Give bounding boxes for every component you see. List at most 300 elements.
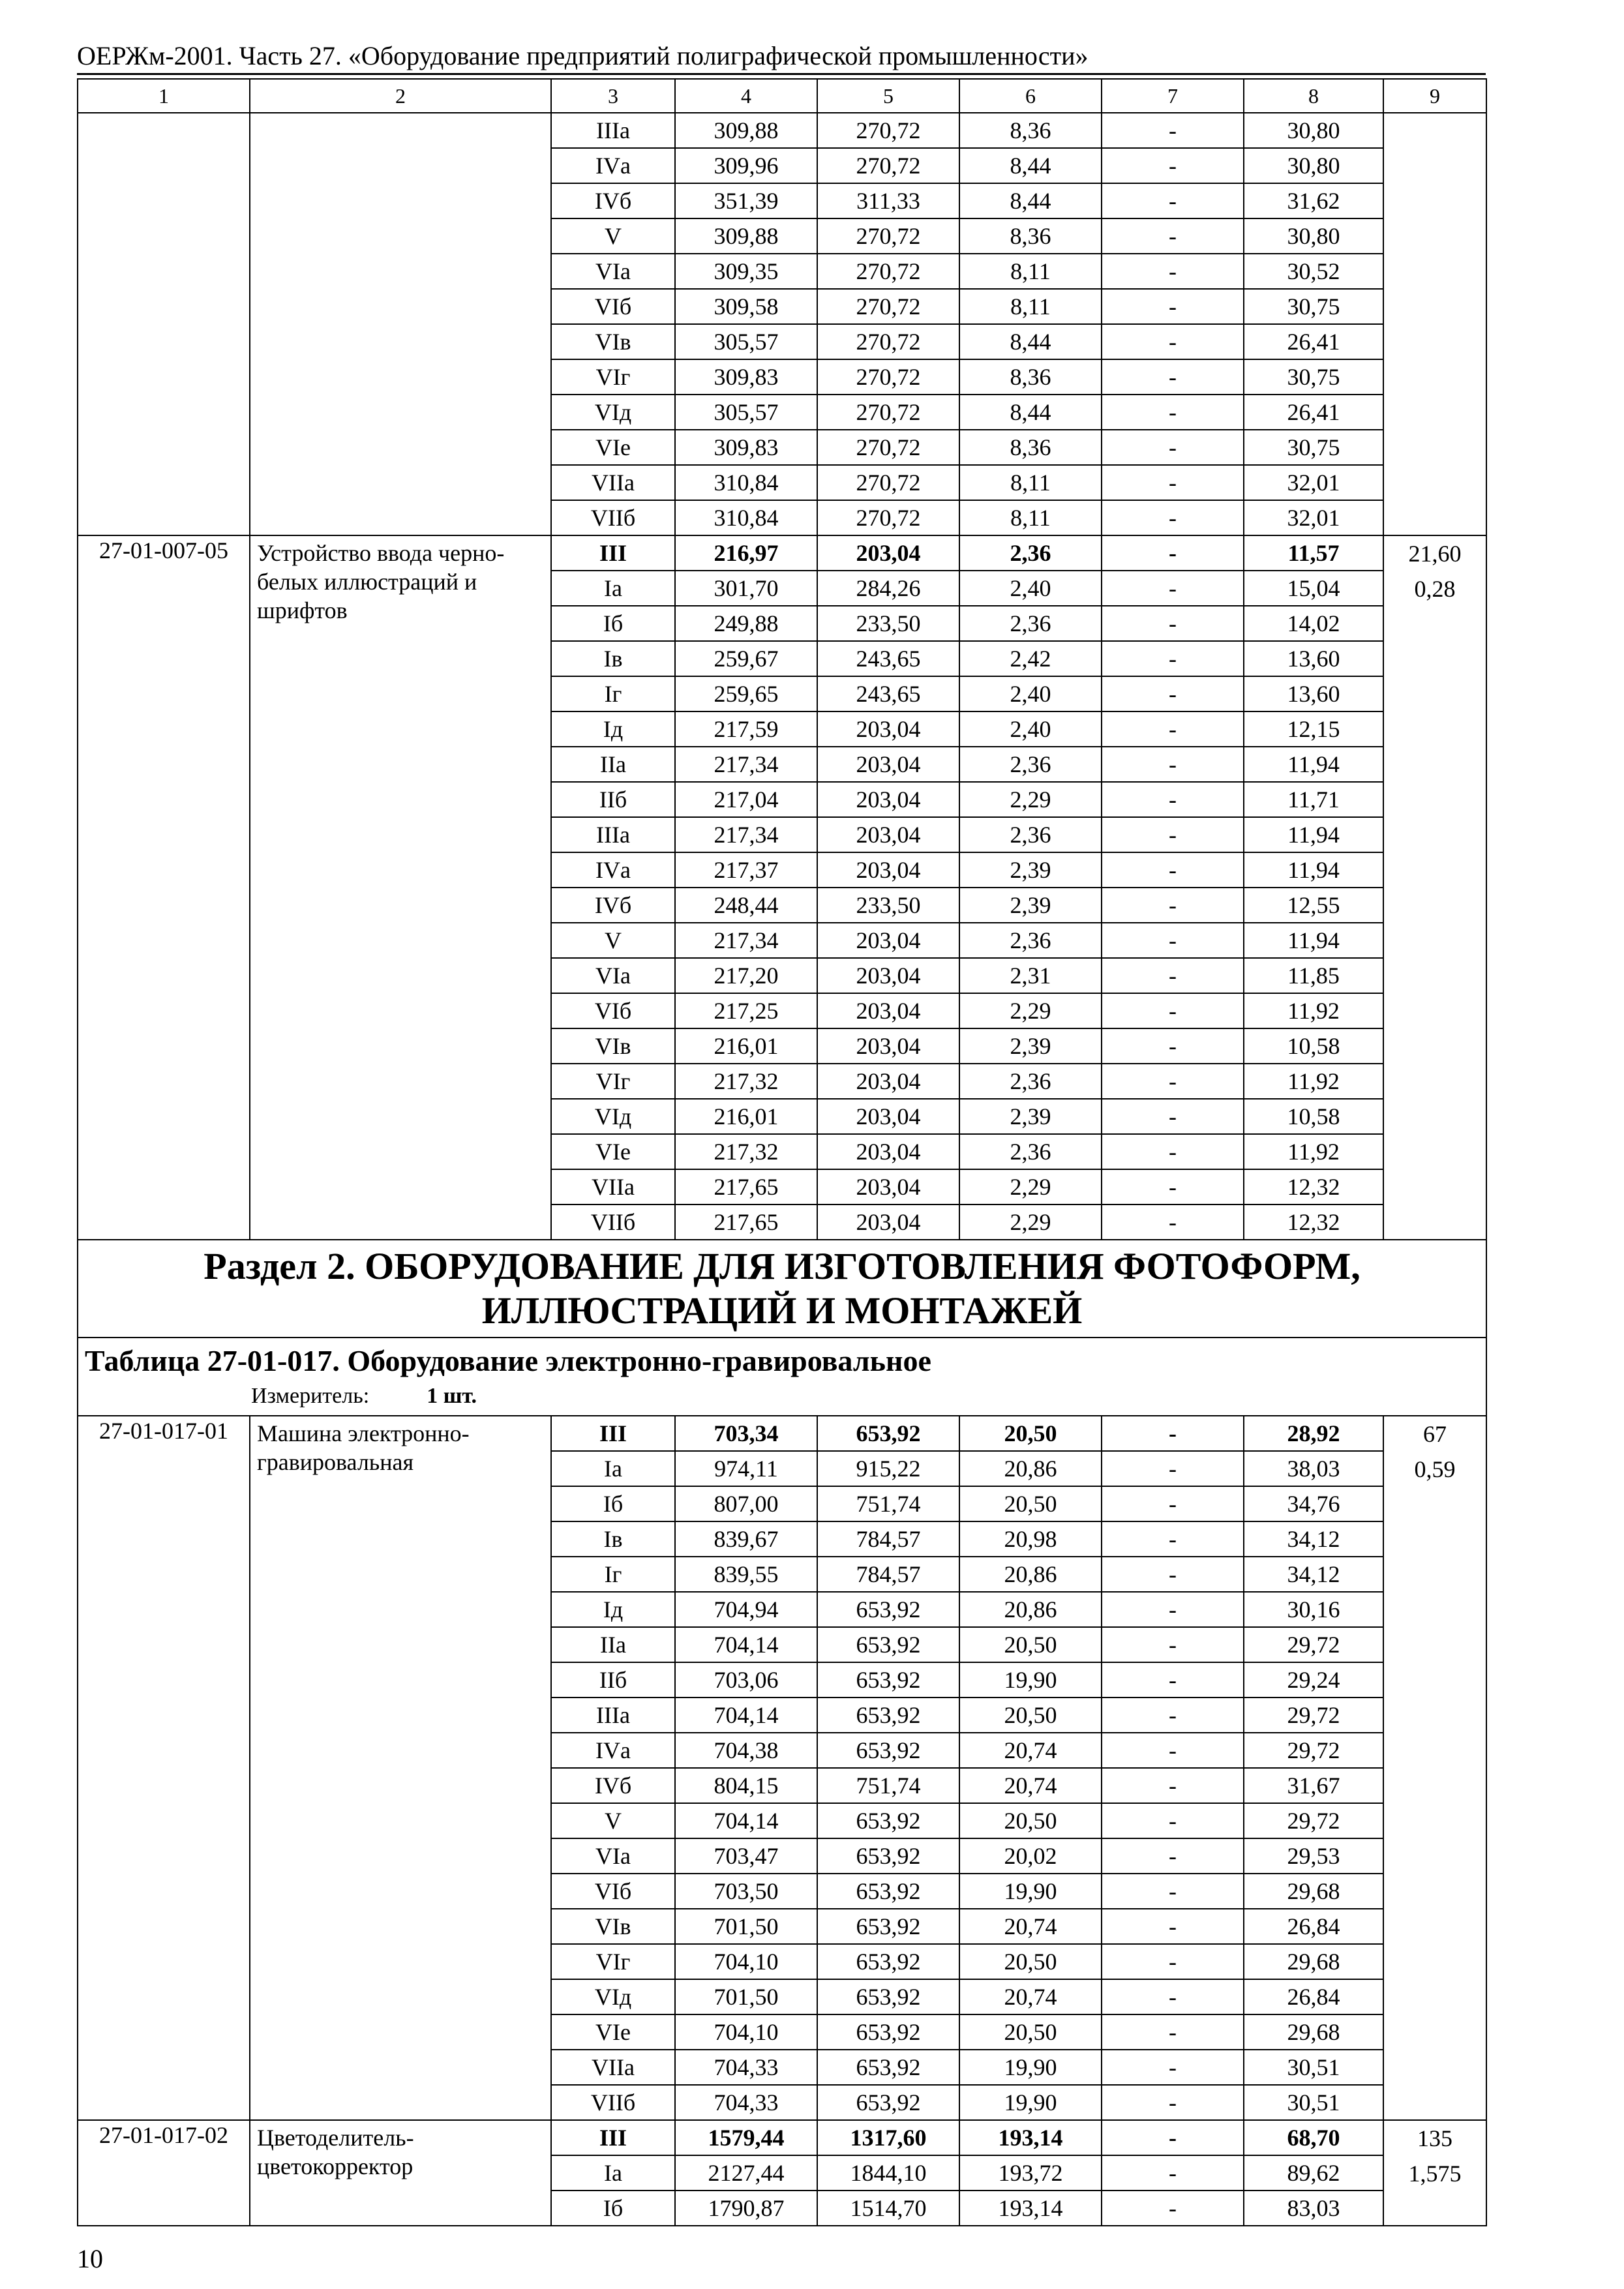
data-cell-col3: VIг [551,1064,675,1099]
data-cell-col8: 28,92 [1244,1416,1383,1451]
data-cell-col5: 203,04 [817,1064,959,1099]
data-cell-col5: 270,72 [817,465,959,500]
data-cell-col4: 974,11 [675,1451,817,1486]
data-cell-col5: 784,57 [817,1521,959,1557]
data-cell-col5: 203,04 [817,958,959,993]
column-number-row [78,79,1486,113]
data-cell-col4: 217,59 [675,711,817,747]
data-cell-col4: 309,83 [675,430,817,465]
data-cell-col4: 309,96 [675,148,817,183]
data-cell-col5: 653,92 [817,2085,959,2120]
data-cell-col4: 704,94 [675,1592,817,1627]
col-num-6: 6 [959,79,1102,113]
data-cell-col7: - [1102,571,1244,606]
data-cell-col4: 704,14 [675,1698,817,1733]
data-cell-col5: 203,04 [817,535,959,571]
data-cell-col6: 8,11 [959,500,1102,535]
data-cell-col7: - [1102,1909,1244,1944]
data-cell-col7: - [1102,641,1244,676]
data-cell-col7: - [1102,1627,1244,1662]
data-cell-col6: 8,44 [959,183,1102,218]
data-cell-col8: 83,03 [1244,2191,1383,2226]
data-cell-col8: 30,80 [1244,218,1383,254]
data-cell-col6: 2,29 [959,1204,1102,1240]
data-cell-col8: 31,67 [1244,1768,1383,1803]
data-cell-col8: 12,32 [1244,1169,1383,1204]
data-cell-col4: 217,34 [675,747,817,782]
data-cell-col6: 19,90 [959,2050,1102,2085]
data-cell-col6: 20,02 [959,1838,1102,1874]
data-cell-col6: 2,36 [959,1134,1102,1169]
data-cell-col3: Iб [551,606,675,641]
data-cell-col7: - [1102,359,1244,395]
data-cell-col4: 839,67 [675,1521,817,1557]
data-cell-col6: 193,14 [959,2120,1102,2155]
data-cell-col4: 1579,44 [675,2120,817,2155]
col-num-8: 8 [1244,79,1383,113]
data-cell-col5: 203,04 [817,923,959,958]
page-header: ОЕРЖм-2001. Часть 27. «Оборудование предприятий полиграфической промышленности» [77,41,1089,70]
data-cell-col5: 284,26 [817,571,959,606]
data-cell-col8: 11,57 [1244,535,1383,571]
data-cell-col3: VIе [551,1134,675,1169]
table-row [78,2120,1486,2155]
data-cell-col8: 26,84 [1244,1979,1383,2014]
col-num-3: 3 [551,79,675,113]
data-cell-col3: VIб [551,1874,675,1909]
col9-value: 135 [1417,2125,1452,2151]
data-cell-col4: 703,06 [675,1662,817,1698]
data-cell-col8: 30,80 [1244,113,1383,148]
data-cell-col8: 26,41 [1244,324,1383,359]
data-cell-col7: - [1102,958,1244,993]
data-cell-col6: 20,50 [959,1627,1102,1662]
data-cell-col7: - [1102,1169,1244,1204]
data-cell-col7: - [1102,1521,1244,1557]
data-cell-col7: - [1102,2120,1244,2155]
col-num-5: 5 [817,79,959,113]
data-cell-col7: - [1102,183,1244,218]
data-cell-col4: 217,32 [675,1064,817,1099]
data-cell-col3: VIIа [551,465,675,500]
data-cell-col8: 30,16 [1244,1592,1383,1627]
data-cell-col8: 34,12 [1244,1521,1383,1557]
data-cell-col5: 653,92 [817,1909,959,1944]
data-cell-col7: - [1102,923,1244,958]
data-cell-col4: 704,14 [675,1627,817,1662]
data-cell-col8: 11,94 [1244,817,1383,852]
data-cell-col7: - [1102,1099,1244,1134]
data-cell-col3: VIе [551,430,675,465]
data-cell-col6: 20,98 [959,1521,1102,1557]
data-cell-col5: 203,04 [817,1134,959,1169]
data-cell-col5: 203,04 [817,1099,959,1134]
data-cell-col7: - [1102,711,1244,747]
data-cell-col3: IIIа [551,113,675,148]
data-cell-col3: Iд [551,1592,675,1627]
measure-line [78,1376,1486,1407]
col9-value: 67 [1423,1421,1447,1447]
col9-cell [1383,1416,1486,2120]
data-cell-col4: 217,65 [675,1204,817,1240]
data-cell-col3: VIд [551,1979,675,2014]
data-cell-col7: - [1102,430,1244,465]
data-cell-col8: 11,92 [1244,1064,1383,1099]
data-cell-col7: - [1102,465,1244,500]
data-cell-col6: 19,90 [959,1874,1102,1909]
data-cell-col8: 12,32 [1244,1204,1383,1240]
data-cell-col3: VIб [551,289,675,324]
data-cell-col6: 8,36 [959,359,1102,395]
col-num-9: 9 [1383,79,1486,113]
data-cell-col5: 653,92 [817,2050,959,2085]
data-cell-col4: 249,88 [675,606,817,641]
data-cell-col6: 20,50 [959,1416,1102,1451]
data-cell-col4: 217,34 [675,817,817,852]
table-row [78,535,1486,571]
data-cell-col3: IIа [551,747,675,782]
table-title: Таблица 27-01-017. Оборудование электронно-гравировальное [85,1344,931,1377]
data-cell-col7: - [1102,1557,1244,1592]
data-cell-col7: - [1102,2191,1244,2226]
data-cell-col8: 11,94 [1244,747,1383,782]
data-cell-col5: 915,22 [817,1451,959,1486]
data-cell-col7: - [1102,993,1244,1028]
data-cell-col3: VIд [551,395,675,430]
data-cell-col4: 216,01 [675,1099,817,1134]
data-cell-col8: 29,68 [1244,2014,1383,2050]
data-cell-col5: 203,04 [817,1204,959,1240]
data-cell-col6: 193,14 [959,2191,1102,2226]
data-cell-col3: IVб [551,183,675,218]
data-cell-col6: 2,36 [959,535,1102,571]
data-cell-col8: 89,62 [1244,2155,1383,2191]
data-cell-col8: 30,51 [1244,2050,1383,2085]
data-cell-col6: 2,42 [959,641,1102,676]
data-cell-col5: 270,72 [817,113,959,148]
data-cell-col5: 653,92 [817,1874,959,1909]
page-number: 10 [77,2244,103,2273]
data-cell-col8: 29,68 [1244,1944,1383,1979]
data-cell-col3: VIIб [551,2085,675,2120]
data-cell-col4: 301,70 [675,571,817,606]
data-cell-col5: 1514,70 [817,2191,959,2226]
data-cell-col4: 704,33 [675,2050,817,2085]
data-cell-col4: 2127,44 [675,2155,817,2191]
data-cell-col3: V [551,923,675,958]
col-num-4: 4 [675,79,817,113]
data-cell-col3: IIб [551,1662,675,1698]
data-cell-col5: 653,92 [817,1416,959,1451]
data-cell-col6: 20,86 [959,1451,1102,1486]
data-cell-col5: 233,50 [817,606,959,641]
data-cell-col6: 20,50 [959,1944,1102,1979]
data-cell-col8: 29,53 [1244,1838,1383,1874]
data-cell-col4: 217,32 [675,1134,817,1169]
data-cell-col3: IVа [551,148,675,183]
data-cell-col3: VIв [551,1028,675,1064]
data-cell-col3: Iб [551,1486,675,1521]
data-cell-col6: 19,90 [959,1662,1102,1698]
data-cell-col7: - [1102,1838,1244,1874]
data-cell-col6: 20,86 [959,1592,1102,1627]
section-row [78,1240,1486,1338]
data-cell-col6: 2,36 [959,747,1102,782]
data-cell-col7: - [1102,148,1244,183]
data-cell-col4: 839,55 [675,1557,817,1592]
data-cell-col3: IIIа [551,817,675,852]
data-cell-col3: III [551,535,675,571]
data-cell-col4: 216,01 [675,1028,817,1064]
data-cell-col3: IVа [551,852,675,888]
data-cell-col3: VIе [551,2014,675,2050]
data-cell-col7: - [1102,1979,1244,2014]
data-cell-col4: 704,14 [675,1803,817,1838]
data-cell-col6: 19,90 [959,2085,1102,2120]
col9-cell [1383,535,1486,1240]
data-cell-col6: 2,39 [959,1099,1102,1134]
data-cell-col8: 11,94 [1244,852,1383,888]
data-cell-col6: 2,40 [959,711,1102,747]
data-cell-col5: 270,72 [817,359,959,395]
data-cell-col4: 309,88 [675,218,817,254]
data-cell-col3: VIа [551,958,675,993]
table-row [78,113,1486,148]
data-cell-col5: 653,92 [817,1979,959,2014]
data-cell-col3: VIв [551,1909,675,1944]
data-cell-col3: Iг [551,1557,675,1592]
data-cell-col6: 193,72 [959,2155,1102,2191]
col9-value: 0,28 [1414,576,1456,602]
data-cell-col4: 704,10 [675,2014,817,2050]
data-cell-col5: 243,65 [817,641,959,676]
data-cell-col3: IVб [551,888,675,923]
data-cell-col7: - [1102,676,1244,711]
data-cell-col3: IIа [551,1627,675,1662]
data-cell-col4: 1790,87 [675,2191,817,2226]
data-cell-col3: III [551,1416,675,1451]
data-cell-col3: IIIа [551,1698,675,1733]
table-row [78,1416,1486,1451]
data-cell-col7: - [1102,1486,1244,1521]
data-cell-col8: 34,76 [1244,1486,1383,1521]
data-cell-col8: 15,04 [1244,571,1383,606]
col9-cell [1383,2120,1486,2226]
data-cell-col7: - [1102,1134,1244,1169]
data-cell-col7: - [1102,1662,1244,1698]
data-cell-col8: 29,68 [1244,1874,1383,1909]
data-cell-col6: 8,36 [959,113,1102,148]
data-cell-col3: Iа [551,571,675,606]
data-cell-col8: 13,60 [1244,641,1383,676]
data-cell-col8: 11,94 [1244,923,1383,958]
data-cell-col6: 20,74 [959,1733,1102,1768]
data-cell-col4: 310,84 [675,500,817,535]
data-cell-col8: 29,72 [1244,1803,1383,1838]
data-cell-col8: 68,70 [1244,2120,1383,2155]
data-cell-col4: 807,00 [675,1486,817,1521]
data-cell-col4: 804,15 [675,1768,817,1803]
data-cell-col4: 701,50 [675,1979,817,2014]
data-cell-col7: - [1102,852,1244,888]
data-cell-col8: 31,62 [1244,183,1383,218]
data-cell-col3: IVа [551,1733,675,1768]
data-cell-col6: 20,74 [959,1768,1102,1803]
data-cell-col4: 309,83 [675,359,817,395]
data-cell-col8: 14,02 [1244,606,1383,641]
data-cell-col4: 351,39 [675,183,817,218]
data-cell-col5: 653,92 [817,1662,959,1698]
col9-value: 0,59 [1414,1456,1456,1482]
data-cell-col5: 270,72 [817,254,959,289]
rates-table-body [78,79,1486,2226]
data-cell-col6: 8,11 [959,254,1102,289]
data-cell-col3: VIд [551,1099,675,1134]
data-cell-col5: 270,72 [817,500,959,535]
data-cell-col7: - [1102,1944,1244,1979]
data-cell-col6: 8,44 [959,395,1102,430]
data-cell-col5: 233,50 [817,888,959,923]
data-cell-col7: - [1102,1768,1244,1803]
data-cell-col8: 26,41 [1244,395,1383,430]
col-num-7: 7 [1102,79,1244,113]
data-cell-col3: Iв [551,1521,675,1557]
data-cell-col5: 203,04 [817,817,959,852]
data-cell-col5: 653,92 [817,1627,959,1662]
data-cell-col8: 29,24 [1244,1662,1383,1698]
data-cell-col3: III [551,2120,675,2155]
data-cell-col4: 704,38 [675,1733,817,1768]
data-cell-col7: - [1102,254,1244,289]
data-cell-col6: 2,36 [959,923,1102,958]
data-cell-col5: 653,92 [817,1698,959,1733]
data-cell-col3: VIIб [551,500,675,535]
rates-table-container [77,78,1486,2226]
data-cell-col7: - [1102,395,1244,430]
measure-value: 1 шт. [427,1384,477,1408]
data-cell-col6: 2,29 [959,993,1102,1028]
col9-value: 1,575 [1408,2161,1462,2187]
data-cell-col4: 216,97 [675,535,817,571]
data-cell-col4: 217,20 [675,958,817,993]
data-cell-col7: - [1102,2014,1244,2050]
data-cell-col5: 243,65 [817,676,959,711]
data-cell-col6: 2,40 [959,571,1102,606]
data-cell-col3: VIб [551,993,675,1028]
data-cell-col6: 8,36 [959,430,1102,465]
item-name: Цветоделитель- цветокорректор [250,2120,551,2226]
data-cell-col6: 20,86 [959,1557,1102,1592]
data-cell-col7: - [1102,1698,1244,1733]
data-cell-col7: - [1102,606,1244,641]
data-cell-col6: 8,11 [959,289,1102,324]
data-cell-col7: - [1102,1204,1244,1240]
data-cell-col5: 653,92 [817,1803,959,1838]
data-cell-col5: 653,92 [817,2014,959,2050]
measure-label: Измеритель: [251,1384,370,1408]
data-cell-col8: 29,72 [1244,1733,1383,1768]
data-cell-col5: 203,04 [817,782,959,817]
data-cell-col8: 32,01 [1244,465,1383,500]
data-cell-col7: - [1102,782,1244,817]
data-cell-col8: 34,12 [1244,1557,1383,1592]
data-cell-col6: 2,36 [959,606,1102,641]
item-name: Машина электронно- гравировальная [250,1416,551,2120]
data-cell-col4: 704,10 [675,1944,817,1979]
data-cell-col5: 653,92 [817,1733,959,1768]
code-cell [78,113,250,535]
data-cell-col5: 270,72 [817,218,959,254]
data-cell-col5: 784,57 [817,1557,959,1592]
data-cell-col8: 29,72 [1244,1627,1383,1662]
data-cell-col8: 30,51 [1244,2085,1383,2120]
data-cell-col7: - [1102,218,1244,254]
data-cell-col7: - [1102,1064,1244,1099]
data-cell-col8: 10,58 [1244,1099,1383,1134]
data-cell-col8: 30,80 [1244,148,1383,183]
data-cell-col4: 704,33 [675,2085,817,2120]
data-cell-col6: 2,39 [959,1028,1102,1064]
data-cell-col7: - [1102,1416,1244,1451]
item-name: Устройство ввода черно- белых иллюстраций и шрифтов [250,535,551,1240]
data-cell-col7: - [1102,535,1244,571]
data-cell-col5: 751,74 [817,1486,959,1521]
table-title-cell [78,1338,1486,1416]
data-cell-col7: - [1102,888,1244,923]
data-cell-col5: 1317,60 [817,2120,959,2155]
data-cell-col8: 13,60 [1244,676,1383,711]
data-cell-col3: VIа [551,254,675,289]
data-cell-col5: 270,72 [817,395,959,430]
data-cell-col7: - [1102,500,1244,535]
data-cell-col7: - [1102,747,1244,782]
data-cell-col4: 217,25 [675,993,817,1028]
data-cell-col3: VIIа [551,1169,675,1204]
data-cell-col5: 203,04 [817,993,959,1028]
data-cell-col5: 203,04 [817,747,959,782]
data-cell-col6: 20,74 [959,1979,1102,2014]
data-cell-col5: 270,72 [817,289,959,324]
data-cell-col7: - [1102,1028,1244,1064]
data-cell-col4: 217,65 [675,1169,817,1204]
data-cell-col8: 30,52 [1244,254,1383,289]
table-title-row [78,1338,1486,1416]
data-cell-col6: 2,36 [959,817,1102,852]
data-cell-col5: 751,74 [817,1768,959,1803]
data-cell-col6: 20,74 [959,1909,1102,1944]
data-cell-col8: 29,72 [1244,1698,1383,1733]
data-cell-col8: 30,75 [1244,359,1383,395]
data-cell-col5: 311,33 [817,183,959,218]
data-cell-col8: 26,84 [1244,1909,1383,1944]
data-cell-col4: 701,50 [675,1909,817,1944]
data-cell-col8: 12,15 [1244,711,1383,747]
data-cell-col7: - [1102,113,1244,148]
data-cell-col3: IIб [551,782,675,817]
data-cell-col8: 30,75 [1244,289,1383,324]
col9-value: 21,60 [1408,541,1462,567]
data-cell-col7: - [1102,1803,1244,1838]
data-cell-col8: 30,75 [1244,430,1383,465]
data-cell-col3: VIг [551,1944,675,1979]
data-cell-col8: 12,55 [1244,888,1383,923]
name-cell [250,113,551,535]
item-code: 27-01-017-02 [78,2120,250,2226]
data-cell-col6: 20,50 [959,1486,1102,1521]
data-cell-col6: 2,36 [959,1064,1102,1099]
data-cell-col6: 2,29 [959,1169,1102,1204]
data-cell-col6: 2,40 [959,676,1102,711]
